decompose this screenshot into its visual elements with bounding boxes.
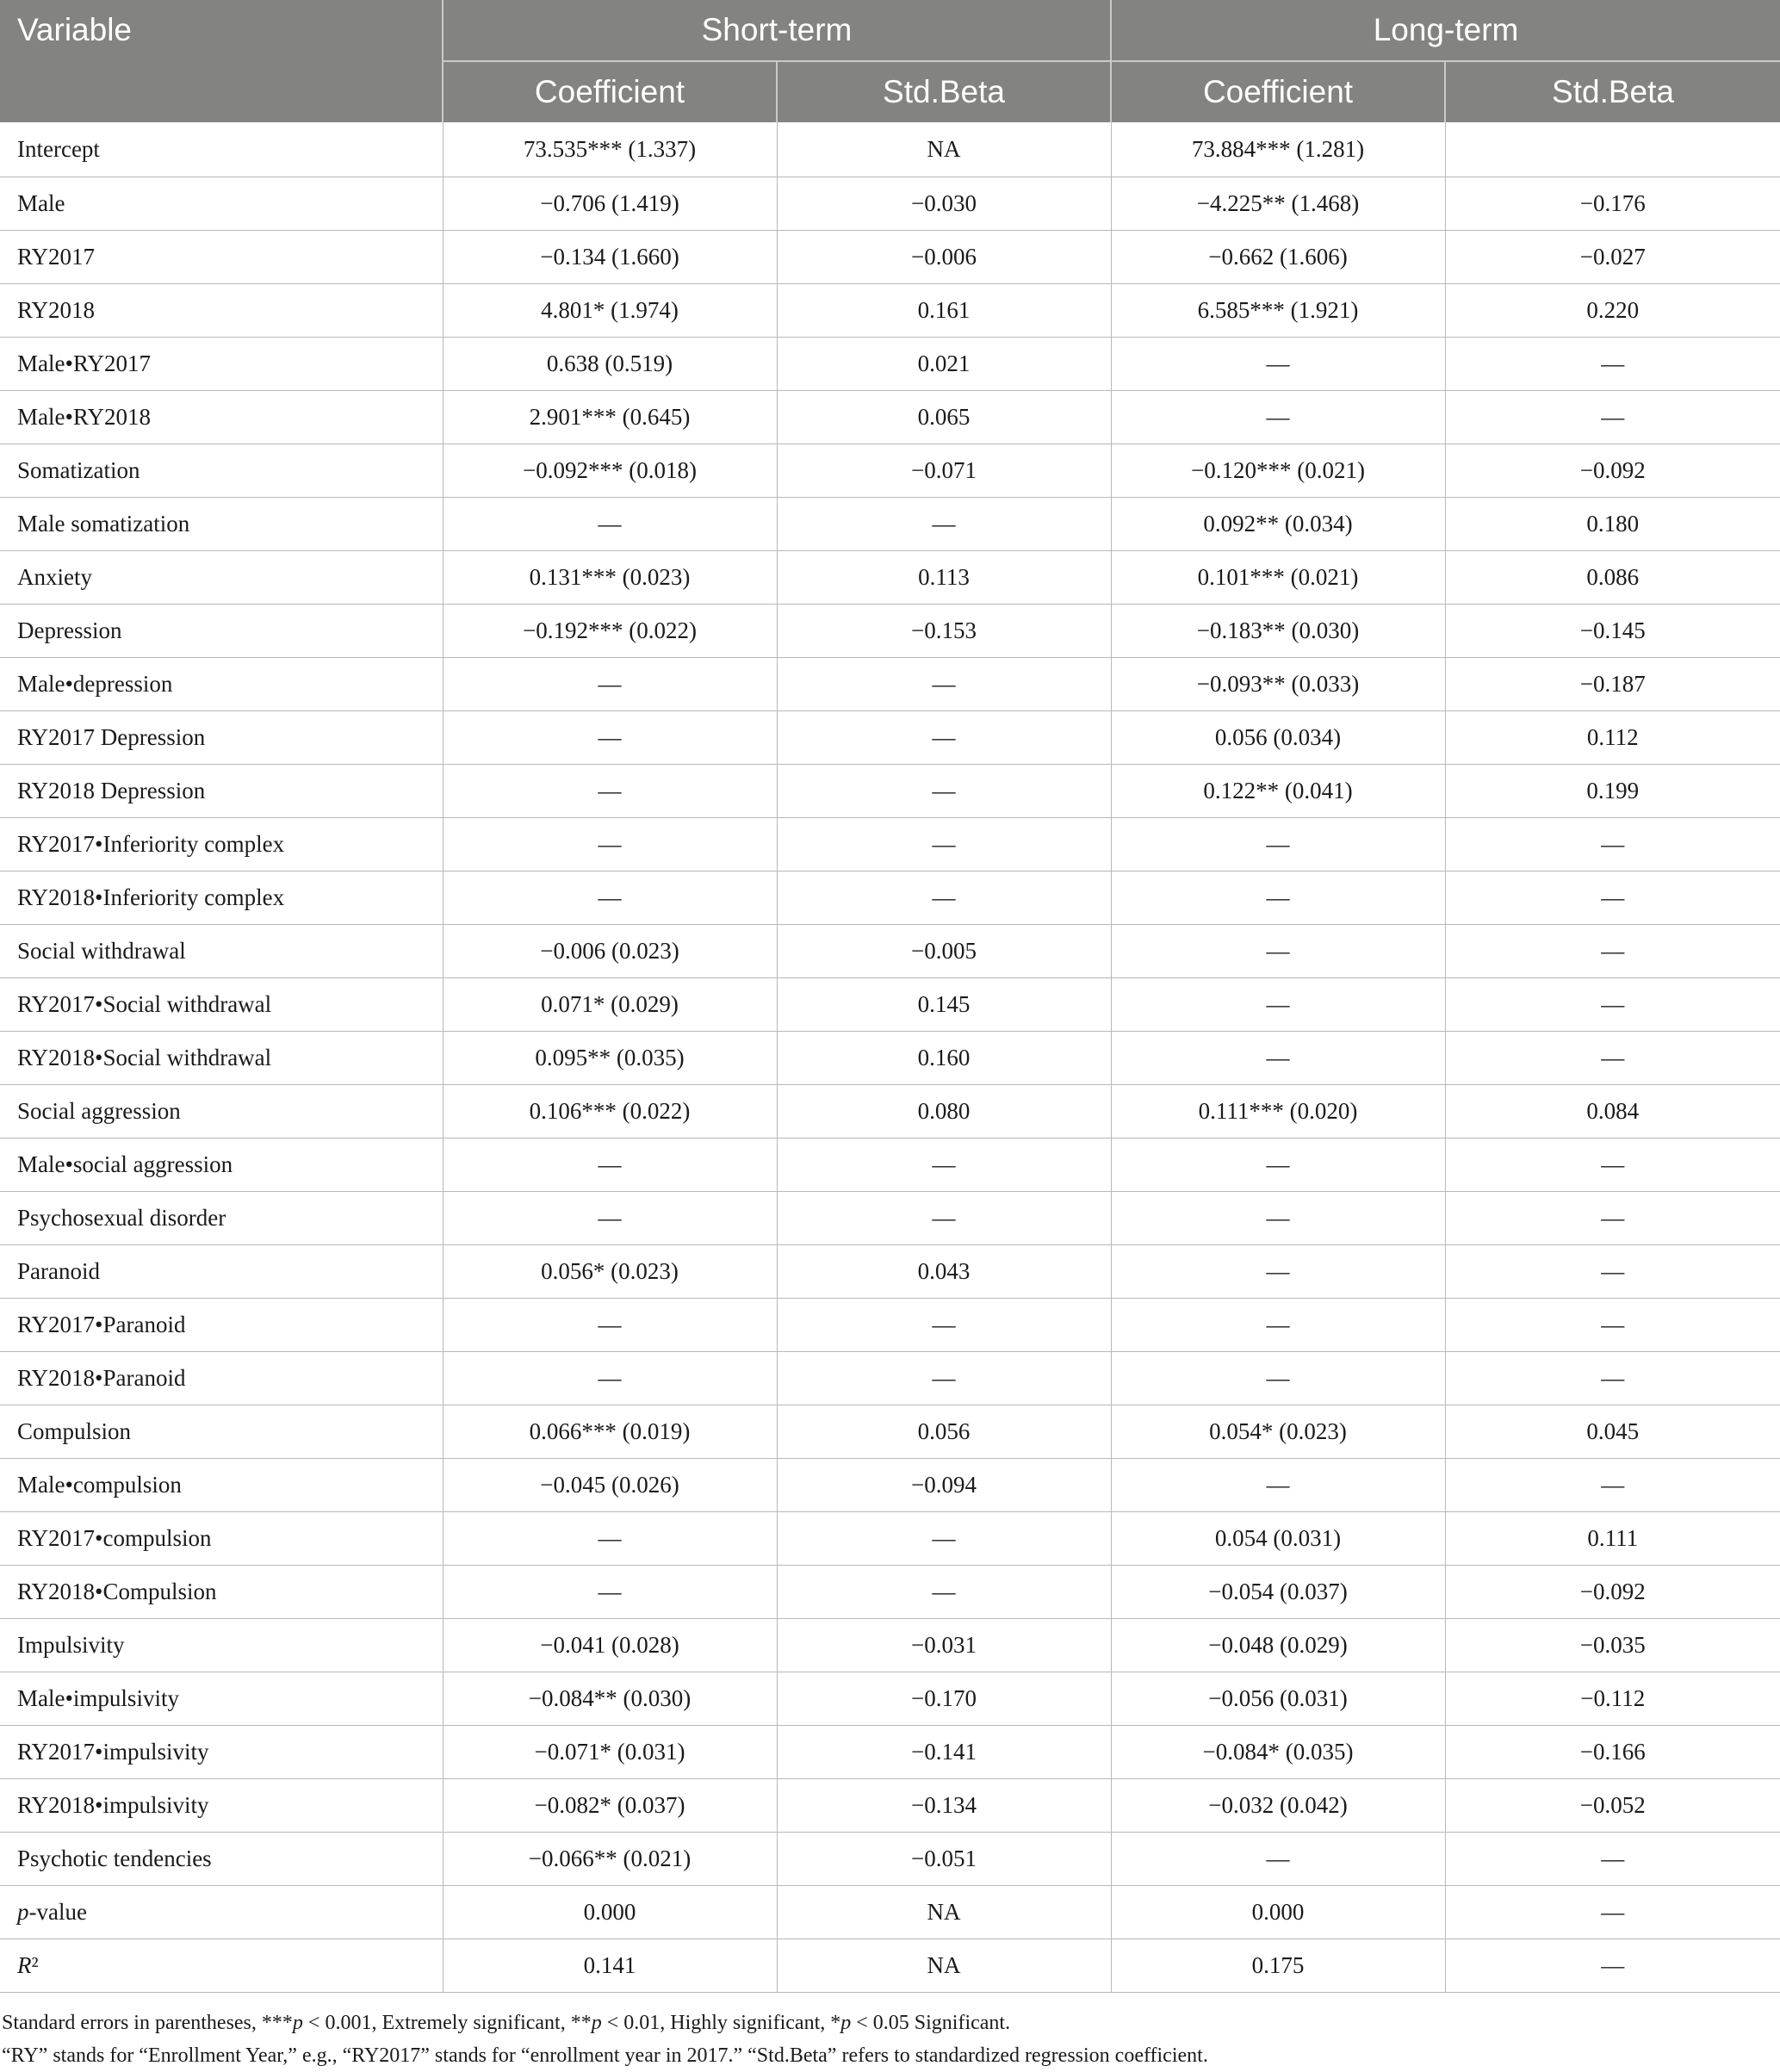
cell-short-coefficient: 4.801* (1.974): [443, 284, 777, 338]
cell-long-coefficient: 0.056 (0.034): [1111, 711, 1445, 765]
row-variable-label: RY2018•Paranoid: [0, 1352, 443, 1405]
cell-long-std-beta: —: [1445, 1032, 1780, 1085]
cell-short-std-beta: —: [777, 872, 1111, 925]
cell-long-coefficient: —: [1111, 391, 1445, 444]
table-row: [0, 1886, 1780, 1939]
table-row: [0, 1566, 1780, 1619]
cell-long-coefficient: —: [1111, 1032, 1445, 1085]
cell-long-coefficient: −0.662 (1.606): [1111, 231, 1445, 284]
table-row: [0, 1352, 1780, 1405]
row-variable-label: RY2017: [0, 231, 443, 284]
header-variable: Variable: [0, 0, 443, 122]
cell-short-coefficient: —: [443, 1138, 777, 1192]
cell-short-std-beta: —: [777, 1138, 1111, 1192]
cell-long-std-beta: —: [1445, 1192, 1780, 1245]
cell-long-std-beta: —: [1445, 1299, 1780, 1352]
table-row: [0, 1726, 1780, 1779]
cell-long-std-beta: −0.027: [1445, 231, 1780, 284]
cell-long-std-beta: —: [1445, 1833, 1780, 1886]
table-note-abbreviations: “RY” stands for “Enrollment Year,” e.g., “RY2017” stands for “enrollment year in 2017.” “Std.Beta” refers to standardized regression coefficient.: [2, 2044, 1208, 2067]
cell-long-coefficient: —: [1111, 872, 1445, 925]
row-variable-label: Male somatization: [0, 498, 443, 551]
row-variable-label: RY2018•Compulsion: [0, 1566, 443, 1619]
cell-long-coefficient: −0.032 (0.042): [1111, 1779, 1445, 1833]
table-notes: [0, 2007, 1780, 2072]
row-variable-label: Somatization: [0, 444, 443, 498]
cell-long-coefficient: −0.183** (0.030): [1111, 605, 1445, 658]
cell-long-coefficient: —: [1111, 1352, 1445, 1405]
cell-short-coefficient: 73.535*** (1.337): [443, 122, 777, 177]
cell-short-std-beta: −0.071: [777, 444, 1111, 498]
row-variable-label: RY2018•Social withdrawal: [0, 1032, 443, 1085]
cell-short-std-beta: NA: [777, 1939, 1111, 1993]
table-row: [0, 498, 1780, 551]
cell-short-std-beta: −0.094: [777, 1459, 1111, 1512]
cell-long-coefficient: —: [1111, 1299, 1445, 1352]
table-row: [0, 1299, 1780, 1352]
cell-long-std-beta: —: [1445, 925, 1780, 978]
row-variable-label: Male: [0, 177, 443, 231]
cell-short-std-beta: −0.030: [777, 177, 1111, 231]
cell-short-std-beta: 0.021: [777, 338, 1111, 391]
cell-long-std-beta: —: [1445, 818, 1780, 872]
cell-long-coefficient: −4.225** (1.468): [1111, 177, 1445, 231]
cell-short-coefficient: —: [443, 1299, 777, 1352]
cell-short-coefficient: −0.134 (1.660): [443, 231, 777, 284]
row-variable-label: R²: [0, 1939, 443, 1993]
table-row: [0, 1833, 1780, 1886]
cell-long-std-beta: 0.111: [1445, 1512, 1780, 1566]
table-note-significance: Standard errors in parentheses, ***p < 0.001, Extremely significant, **p < 0.01, Highly significant, *p < 0.05 Significant.: [2, 2012, 1011, 2034]
cell-long-std-beta: 0.112: [1445, 711, 1780, 765]
cell-long-coefficient: —: [1111, 1833, 1445, 1886]
cell-short-coefficient: −0.192*** (0.022): [443, 605, 777, 658]
cell-short-std-beta: —: [777, 1566, 1111, 1619]
cell-long-coefficient: —: [1111, 1138, 1445, 1192]
cell-long-std-beta: 0.045: [1445, 1405, 1780, 1459]
table-row: [0, 978, 1780, 1032]
cell-long-coefficient: −0.084* (0.035): [1111, 1726, 1445, 1779]
cell-long-std-beta: −0.035: [1445, 1619, 1780, 1672]
table-row: [0, 231, 1780, 284]
cell-short-std-beta: —: [777, 658, 1111, 711]
table-row: [0, 1138, 1780, 1192]
cell-long-std-beta: −0.176: [1445, 177, 1780, 231]
cell-long-std-beta: 0.086: [1445, 551, 1780, 605]
table-row: [0, 1512, 1780, 1566]
cell-short-std-beta: −0.141: [777, 1726, 1111, 1779]
header-group-short-term: Short-term: [443, 0, 1111, 61]
table-row: [0, 1779, 1780, 1833]
cell-short-coefficient: 0.106*** (0.022): [443, 1085, 777, 1138]
cell-short-coefficient: 0.071* (0.029): [443, 978, 777, 1032]
cell-long-std-beta: —: [1445, 391, 1780, 444]
table-row: [0, 391, 1780, 444]
cell-long-coefficient: 0.101*** (0.021): [1111, 551, 1445, 605]
cell-long-coefficient: −0.093** (0.033): [1111, 658, 1445, 711]
row-variable-label: RY2017•Inferiority complex: [0, 818, 443, 872]
cell-short-std-beta: −0.006: [777, 231, 1111, 284]
cell-long-std-beta: —: [1445, 1886, 1780, 1939]
cell-long-std-beta: —: [1445, 872, 1780, 925]
table-row: [0, 1672, 1780, 1726]
row-variable-label: RY2018•Inferiority complex: [0, 872, 443, 925]
cell-short-coefficient: —: [443, 872, 777, 925]
table-row: [0, 1939, 1780, 1993]
cell-long-coefficient: —: [1111, 818, 1445, 872]
cell-short-std-beta: −0.134: [777, 1779, 1111, 1833]
cell-short-coefficient: 0.141: [443, 1939, 777, 1993]
cell-short-std-beta: —: [777, 1192, 1111, 1245]
cell-short-std-beta: −0.170: [777, 1672, 1111, 1726]
cell-short-coefficient: −0.082* (0.037): [443, 1779, 777, 1833]
table-row: [0, 551, 1780, 605]
cell-long-coefficient: —: [1111, 1192, 1445, 1245]
cell-short-std-beta: −0.031: [777, 1619, 1111, 1672]
cell-short-coefficient: —: [443, 818, 777, 872]
cell-long-coefficient: 0.092** (0.034): [1111, 498, 1445, 551]
cell-short-coefficient: —: [443, 765, 777, 818]
table-row: [0, 177, 1780, 231]
cell-short-coefficient: 0.056* (0.023): [443, 1245, 777, 1299]
row-variable-label: Depression: [0, 605, 443, 658]
cell-short-std-beta: —: [777, 818, 1111, 872]
cell-long-std-beta: −0.145: [1445, 605, 1780, 658]
cell-long-coefficient: —: [1111, 1245, 1445, 1299]
header-short-std-beta: Std.Beta: [777, 61, 1111, 122]
cell-long-coefficient: 73.884*** (1.281): [1111, 122, 1445, 177]
header-row-groups: [0, 0, 1780, 61]
table-row: [0, 605, 1780, 658]
row-variable-label: Compulsion: [0, 1405, 443, 1459]
cell-short-std-beta: —: [777, 711, 1111, 765]
cell-long-std-beta: —: [1445, 978, 1780, 1032]
cell-short-std-beta: NA: [777, 122, 1111, 177]
cell-short-coefficient: —: [443, 1566, 777, 1619]
cell-short-std-beta: 0.080: [777, 1085, 1111, 1138]
cell-long-coefficient: —: [1111, 925, 1445, 978]
cell-short-coefficient: −0.084** (0.030): [443, 1672, 777, 1726]
table-row: [0, 1245, 1780, 1299]
cell-long-std-beta: [1445, 122, 1780, 177]
cell-long-std-beta: −0.166: [1445, 1726, 1780, 1779]
row-variable-label: Male•depression: [0, 658, 443, 711]
row-variable-label: RY2018: [0, 284, 443, 338]
table-row: [0, 925, 1780, 978]
cell-long-coefficient: 0.122** (0.041): [1111, 765, 1445, 818]
table-row: [0, 1459, 1780, 1512]
cell-long-coefficient: 0.000: [1111, 1886, 1445, 1939]
table-row: [0, 1192, 1780, 1245]
cell-long-std-beta: 0.199: [1445, 765, 1780, 818]
cell-long-coefficient: 0.111*** (0.020): [1111, 1085, 1445, 1138]
cell-short-std-beta: —: [777, 1512, 1111, 1566]
cell-short-std-beta: NA: [777, 1886, 1111, 1939]
table-body: [0, 122, 1780, 1993]
cell-short-std-beta: −0.153: [777, 605, 1111, 658]
table-row: [0, 122, 1780, 177]
cell-short-std-beta: 0.043: [777, 1245, 1111, 1299]
cell-short-coefficient: −0.066** (0.021): [443, 1833, 777, 1886]
row-variable-label: Social aggression: [0, 1085, 443, 1138]
cell-short-std-beta: 0.113: [777, 551, 1111, 605]
cell-long-coefficient: −0.056 (0.031): [1111, 1672, 1445, 1726]
cell-short-std-beta: —: [777, 498, 1111, 551]
cell-short-coefficient: —: [443, 711, 777, 765]
cell-short-coefficient: —: [443, 658, 777, 711]
cell-long-coefficient: 6.585*** (1.921): [1111, 284, 1445, 338]
row-variable-label: RY2017•impulsivity: [0, 1726, 443, 1779]
cell-short-std-beta: 0.160: [777, 1032, 1111, 1085]
cell-short-coefficient: 0.095** (0.035): [443, 1032, 777, 1085]
cell-short-std-beta: —: [777, 765, 1111, 818]
row-variable-label: Psychotic tendencies: [0, 1833, 443, 1886]
table-row: [0, 818, 1780, 872]
cell-long-std-beta: —: [1445, 1138, 1780, 1192]
cell-long-std-beta: —: [1445, 338, 1780, 391]
cell-long-std-beta: 0.084: [1445, 1085, 1780, 1138]
cell-short-std-beta: 0.065: [777, 391, 1111, 444]
cell-short-coefficient: −0.071* (0.031): [443, 1726, 777, 1779]
row-variable-label: Paranoid: [0, 1245, 443, 1299]
cell-long-std-beta: −0.052: [1445, 1779, 1780, 1833]
cell-short-std-beta: 0.145: [777, 978, 1111, 1032]
cell-long-std-beta: −0.187: [1445, 658, 1780, 711]
table-row: [0, 284, 1780, 338]
cell-long-coefficient: −0.120*** (0.021): [1111, 444, 1445, 498]
cell-short-std-beta: 0.056: [777, 1405, 1111, 1459]
table-row: [0, 1405, 1780, 1459]
cell-long-std-beta: —: [1445, 1459, 1780, 1512]
cell-long-coefficient: —: [1111, 978, 1445, 1032]
row-variable-label: RY2017•Paranoid: [0, 1299, 443, 1352]
cell-long-std-beta: 0.180: [1445, 498, 1780, 551]
cell-long-coefficient: —: [1111, 338, 1445, 391]
row-variable-label: Impulsivity: [0, 1619, 443, 1672]
table-row: [0, 1619, 1780, 1672]
cell-short-std-beta: —: [777, 1299, 1111, 1352]
header-long-coefficient: Coefficient: [1111, 61, 1445, 122]
cell-long-std-beta: —: [1445, 1939, 1780, 1993]
row-variable-label: Intercept: [0, 122, 443, 177]
cell-long-coefficient: −0.048 (0.029): [1111, 1619, 1445, 1672]
table-row: [0, 658, 1780, 711]
row-variable-label: Male•social aggression: [0, 1138, 443, 1192]
table-row: [0, 765, 1780, 818]
cell-short-coefficient: 0.131*** (0.023): [443, 551, 777, 605]
cell-long-coefficient: 0.054 (0.031): [1111, 1512, 1445, 1566]
cell-long-coefficient: −0.054 (0.037): [1111, 1566, 1445, 1619]
cell-short-std-beta: 0.161: [777, 284, 1111, 338]
cell-short-coefficient: −0.045 (0.026): [443, 1459, 777, 1512]
cell-long-coefficient: —: [1111, 1459, 1445, 1512]
table-row: [0, 444, 1780, 498]
cell-long-coefficient: 0.175: [1111, 1939, 1445, 1993]
row-variable-label: RY2017•Social withdrawal: [0, 978, 443, 1032]
table-row: [0, 1032, 1780, 1085]
row-variable-label: p-value: [0, 1886, 443, 1939]
table-row: [0, 338, 1780, 391]
cell-short-coefficient: −0.006 (0.023): [443, 925, 777, 978]
cell-long-std-beta: 0.220: [1445, 284, 1780, 338]
cell-long-std-beta: −0.092: [1445, 1566, 1780, 1619]
cell-short-std-beta: −0.005: [777, 925, 1111, 978]
cell-long-std-beta: −0.112: [1445, 1672, 1780, 1726]
row-variable-label: RY2018 Depression: [0, 765, 443, 818]
row-variable-label: Male•compulsion: [0, 1459, 443, 1512]
table-row: [0, 872, 1780, 925]
row-variable-label: Male•RY2018: [0, 391, 443, 444]
row-variable-label: Male•RY2017: [0, 338, 443, 391]
cell-long-std-beta: —: [1445, 1245, 1780, 1299]
header-short-coefficient: Coefficient: [443, 61, 777, 122]
cell-short-coefficient: −0.092*** (0.018): [443, 444, 777, 498]
cell-short-std-beta: —: [777, 1352, 1111, 1405]
row-variable-label: Social withdrawal: [0, 925, 443, 978]
cell-short-coefficient: 0.066*** (0.019): [443, 1405, 777, 1459]
cell-short-coefficient: 0.000: [443, 1886, 777, 1939]
table-header: [0, 0, 1780, 122]
cell-short-coefficient: −0.706 (1.419): [443, 177, 777, 231]
cell-short-coefficient: —: [443, 1512, 777, 1566]
cell-long-std-beta: −0.092: [1445, 444, 1780, 498]
table-row: [0, 1085, 1780, 1138]
row-variable-label: RY2017 Depression: [0, 711, 443, 765]
row-variable-label: RY2017•compulsion: [0, 1512, 443, 1566]
cell-short-coefficient: —: [443, 1352, 777, 1405]
cell-short-coefficient: —: [443, 1192, 777, 1245]
row-variable-label: Anxiety: [0, 551, 443, 605]
cell-short-coefficient: —: [443, 498, 777, 551]
cell-short-coefficient: 2.901*** (0.645): [443, 391, 777, 444]
header-long-std-beta: Std.Beta: [1445, 61, 1780, 122]
row-variable-label: Male•impulsivity: [0, 1672, 443, 1726]
cell-long-coefficient: 0.054* (0.023): [1111, 1405, 1445, 1459]
cell-short-coefficient: −0.041 (0.028): [443, 1619, 777, 1672]
table-row: [0, 711, 1780, 765]
cell-long-std-beta: —: [1445, 1352, 1780, 1405]
cell-short-coefficient: 0.638 (0.519): [443, 338, 777, 391]
row-variable-label: RY2018•impulsivity: [0, 1779, 443, 1833]
cell-short-std-beta: −0.051: [777, 1833, 1111, 1886]
row-variable-label: Psychosexual disorder: [0, 1192, 443, 1245]
header-group-long-term: Long-term: [1111, 0, 1780, 61]
